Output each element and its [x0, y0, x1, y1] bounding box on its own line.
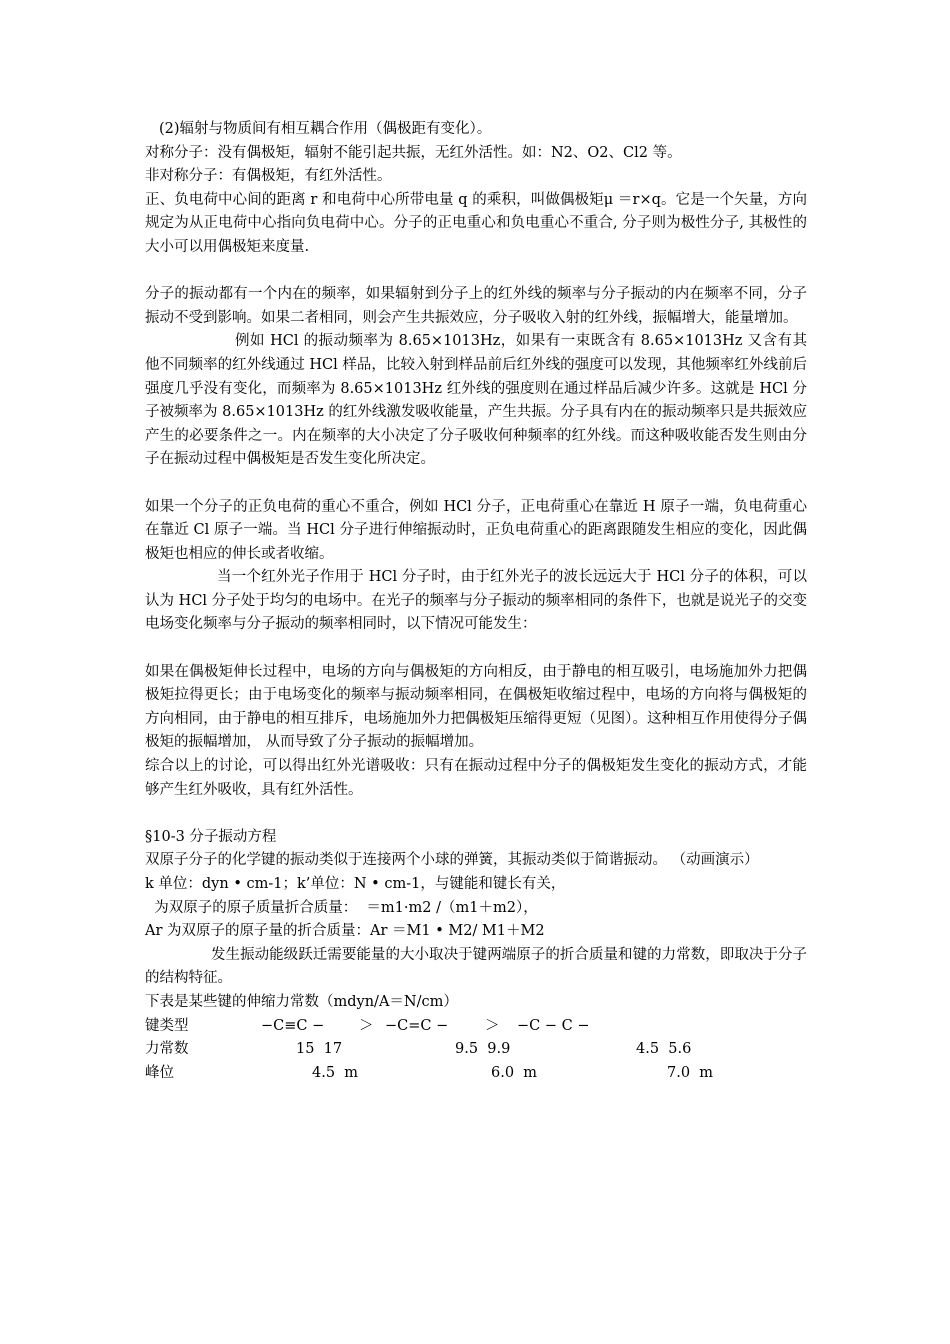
cell-separator: ＞	[359, 1017, 374, 1034]
paragraph-symmetric-molecule: 对称分子：没有偶极矩，辐射不能引起共振，无红外活性。如：N2、O2、Cl2 等。	[145, 144, 682, 161]
row-label: 键类型	[145, 1017, 189, 1034]
cell: 4.5 m	[312, 1064, 359, 1081]
spacer	[145, 802, 807, 826]
cell: 6.0 m	[491, 1064, 538, 1081]
cell: 15 17	[296, 1041, 343, 1058]
force-constant-table	[145, 1015, 807, 1086]
paragraph-diatomic-spring: 双原子分子的化学键的振动类似于连接两个小球的弹簧，其振动类似于简谐振动。 （动画演示）	[145, 852, 759, 869]
table-row	[145, 1038, 807, 1062]
paragraph-hcl-example: 例如 HCl 的振动频率为 8.65×1013Hz，如果有一束既含有 8.65×1013Hz 又含有其他不同频率的红外线通过 HCl 样品，比较入射到样品前后红外线的强度可以发现，其他频率红外线前后强度几乎没有变化，而频率为 8.65×1013Hz 红外线的强度则在通过样品后减少许多。这就是 HCl 分子被频率为 8.65×1013Hz 的红外线激发吸收能量，产生共振。分子具有内在的振动频率只是共振效应产生的必要条件之一。内在频率的大小决定了分子吸收何种频率的红外线。而这种吸收能否发生则由分子在振动过程中偶极矩是否发生变化所决定。	[145, 333, 807, 468]
cell: −C=C −	[385, 1017, 449, 1034]
paragraph-coupling: (2)辐射与物质间有相互耦合作用（偶极距有变化）。	[159, 121, 492, 137]
paragraph-field-direction: 如果在偶极矩伸长过程中，电场的方向与偶极矩的方向相反，由于静电的相互吸引，电场施加外力把偶极矩拉得更长；由于电场变化的频率与振动频率相同，在偶极矩收缩过程中，电场的方向将与偶极矩的方向相同，由于静电的相互排斥，电场施加外力把偶极矩压缩得更短（见图）。这种相互作用使得分子偶极矩的振幅增加， 从而导致了分子振动的振幅增加。	[145, 663, 807, 751]
table-row	[145, 1062, 807, 1086]
paragraph-k-units: k 单位：dyn • cm-1；k’单位：N • cm-1，与键能和键长有关，	[145, 876, 566, 892]
paragraph-charge-centers: 如果一个分子的正负电荷的重心不重合，例如 HCl 分子，正电荷重心在靠近 H 原子一端，负电荷重心在靠近 Cl 原子一端。当 HCl 分子进行伸缩振动时，正负电荷重心的距离跟随发生相应的变化，因此偶极矩也相应的伸长或者收缩。	[145, 498, 807, 562]
cell: 9.5 9.9	[455, 1041, 511, 1058]
paragraph-table-intro: 下表是某些键的伸缩力常数（mdyn/A＝N/cm）	[145, 993, 458, 1010]
paragraph-photon-interaction: 当一个红外光子作用于 HCl 分子时，由于红外光子的波长远远大于 HCl 分子的体积，可以认为 HCl 分子处于均匀的电场中。在光子的频率与分子振动的频率相同的条件下，也就是说光子的交变电场变化频率与分子振动的频率相同时，以下情况可能发生：	[145, 569, 807, 633]
paragraph-reduced-mass: 为双原子的原子质量折合质量： ＝m1·m2 /（m1＋m2），	[145, 899, 538, 916]
paragraph-energy-dependence: 发生振动能级跃迁需要能量的大小取决于键两端原子的折合质量和键的力常数，即取决于分子的结构特征。	[145, 946, 807, 987]
cell: 7.0 m	[667, 1064, 714, 1081]
cell: 4.5 5.6	[636, 1041, 692, 1058]
paragraph-vibration-frequency: 分子的振动都有一个内在的频率，如果辐射到分子上的红外线的频率与分子振动的内在频率不同，分子振动不受到影响。如果二者相同，则会产生共振效应，分子吸收入射的红外线，振幅增大，能量增加。	[145, 286, 807, 326]
table-row	[145, 1015, 807, 1039]
spacer	[145, 260, 807, 284]
paragraph-ar-reduced-mass: Ar 为双原子的原子量的折合质量：Ar ＝M1 • M2/ M1＋M2	[145, 923, 545, 940]
spacer	[145, 472, 807, 496]
row-label: 峰位	[145, 1064, 174, 1081]
paragraph-conclusion: 综合以上的讨论，可以得出红外光谱吸收：只有在振动过程中分子的偶极矩发生变化的振动方式，才能够产生红外吸收，具有红外活性。	[145, 758, 807, 798]
spacer	[145, 637, 807, 661]
paragraph-dipole-moment: 正、负电荷中心间的距离 r 和电荷中心所带电量 q 的乘积，叫做偶极矩μ ＝r×q。它是一个矢量，方向规定为从正电荷中心指向负电荷中心。分子的正电重心和负电重心不重合, 分子则为极性分子, 其极性的大小可以用偶极矩来度量.	[145, 191, 807, 255]
cell: −C − C −	[517, 1017, 590, 1034]
paragraph-asymmetric-molecule: 非对称分子：有偶极矩，有红外活性。	[145, 168, 392, 185]
cell-separator: ＞	[485, 1017, 500, 1034]
document-page	[145, 118, 807, 1085]
section-title: §10-3 分子振动方程	[145, 828, 277, 845]
row-label: 力常数	[145, 1041, 189, 1058]
cell: −C≡C −	[261, 1017, 325, 1034]
